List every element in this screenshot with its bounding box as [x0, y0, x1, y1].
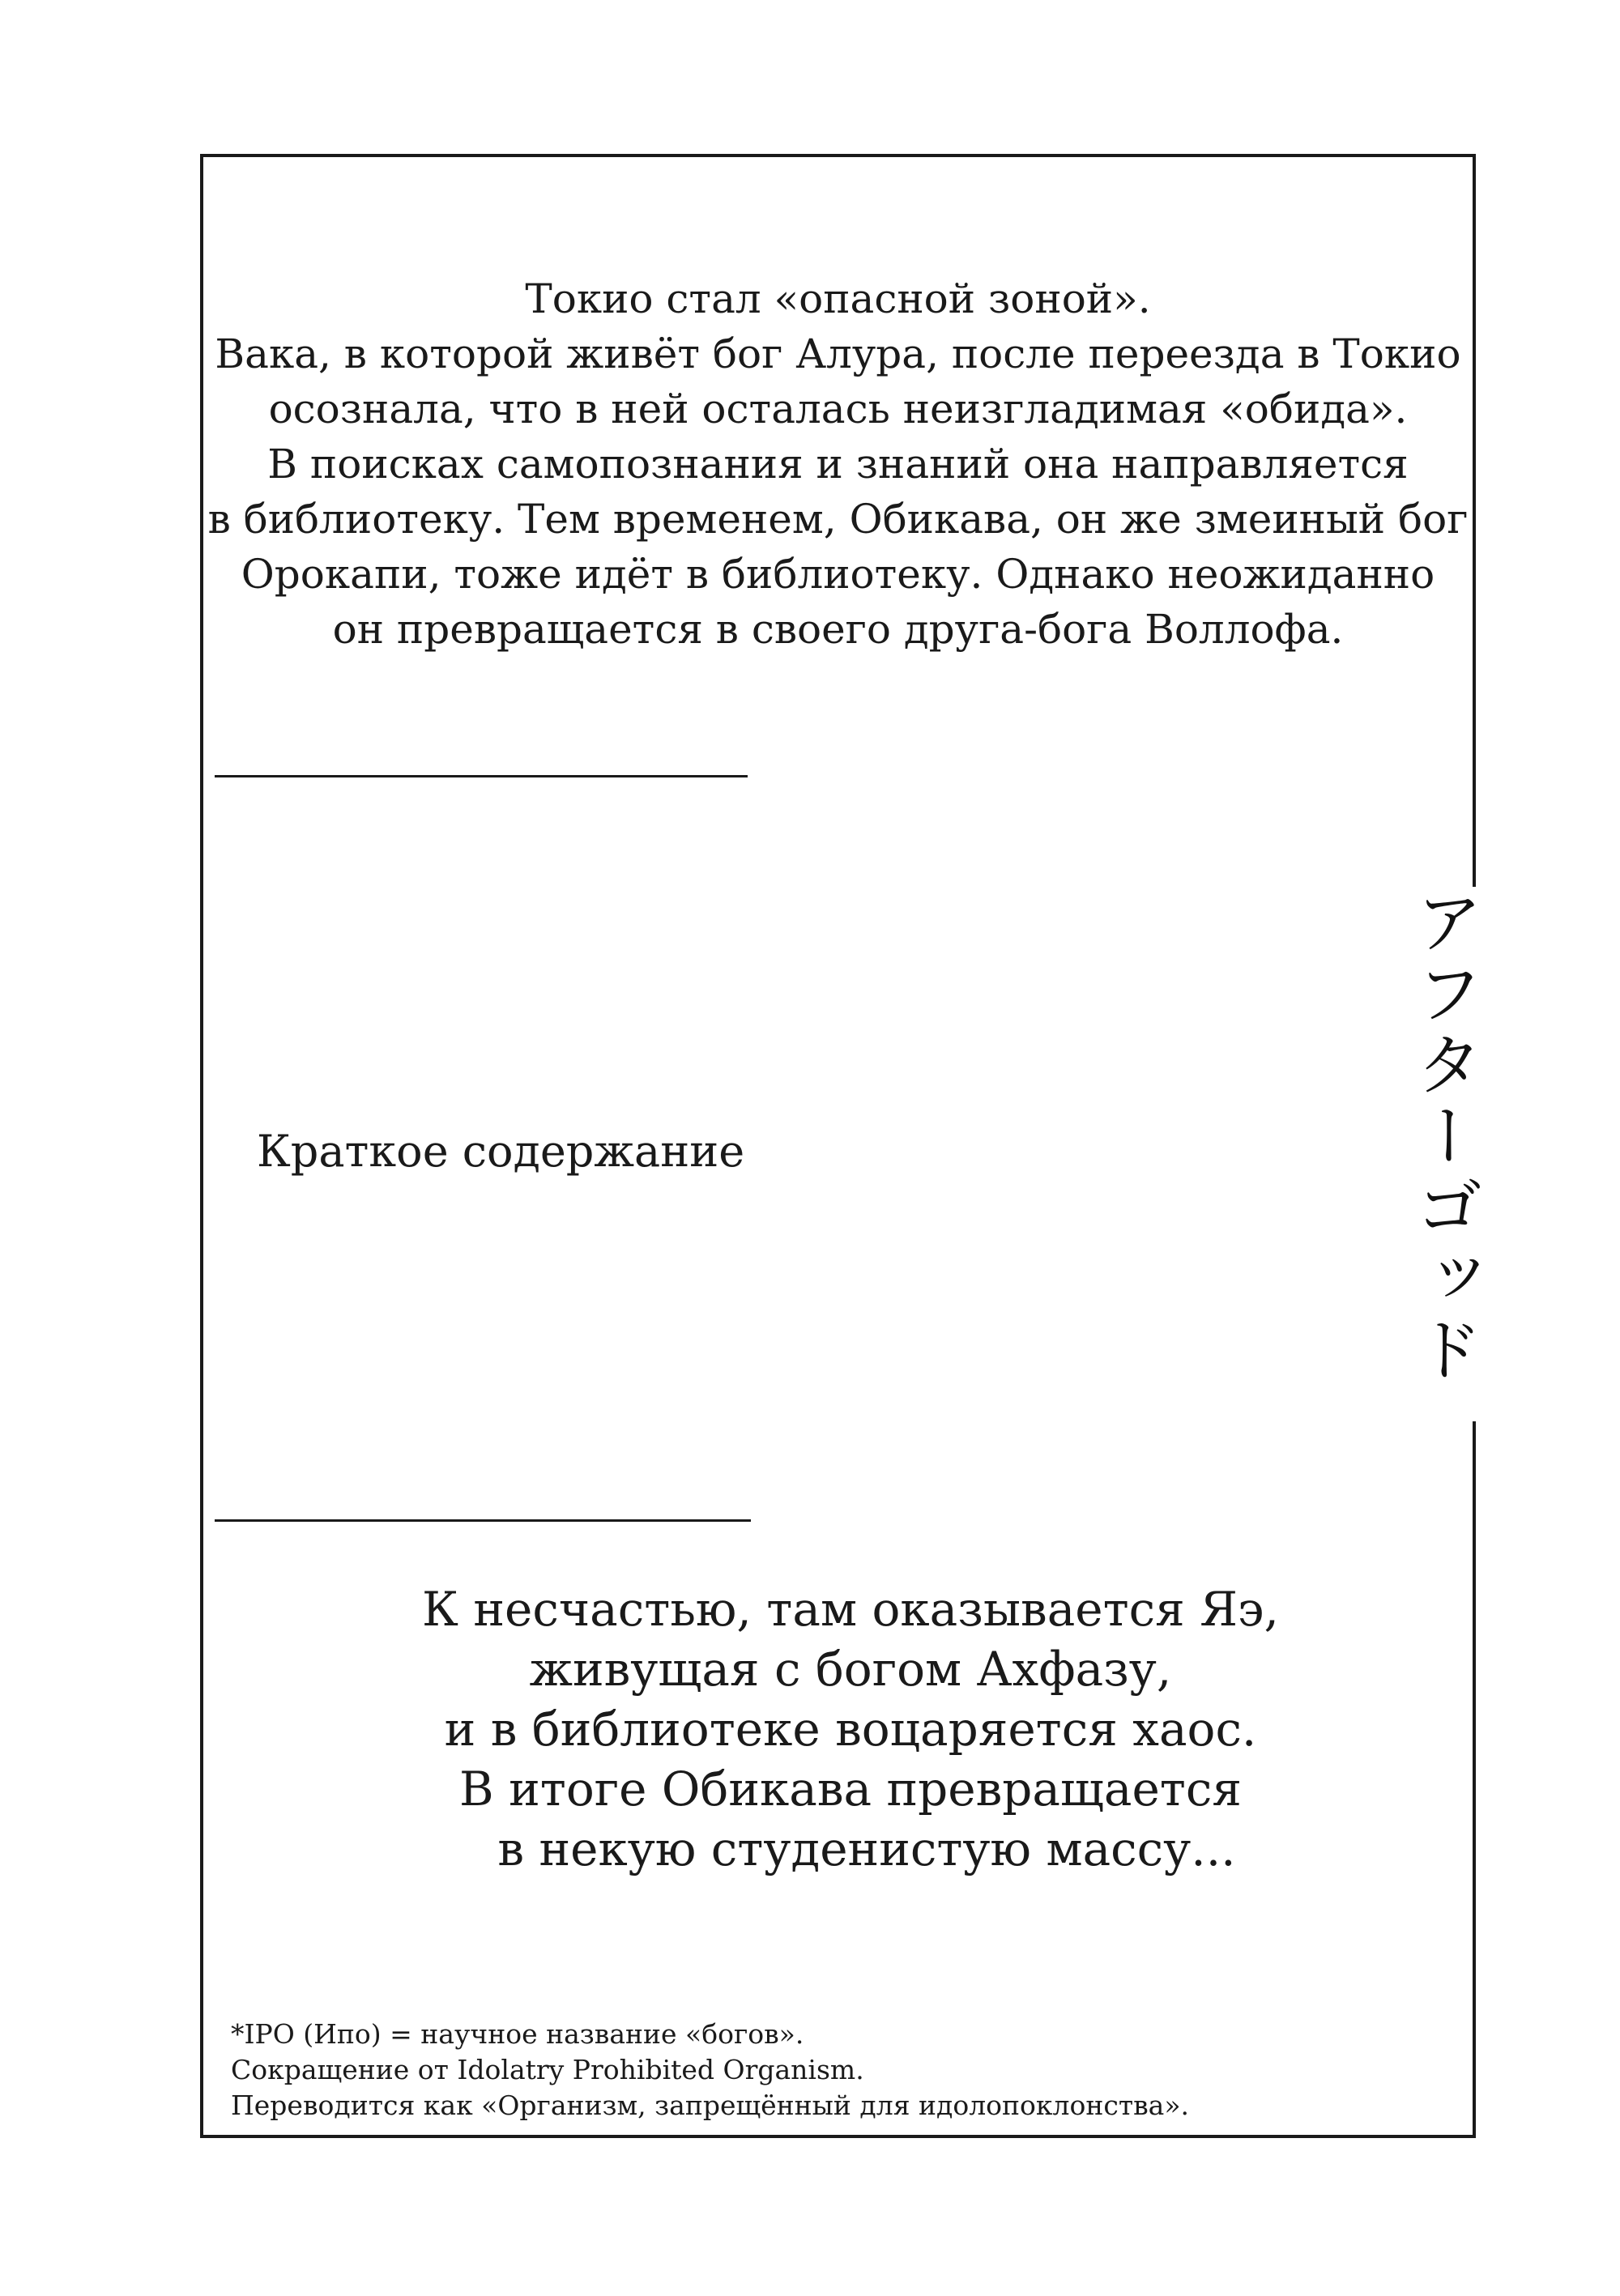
intro-line: Вака, в которой живёт бог Алура, после переезда в Токио — [215, 330, 1461, 377]
continuation-line: В итоге Обикава превращается — [459, 1761, 1242, 1817]
intro-line: осознала, что в ней осталась неизгладимая «обида». — [268, 386, 1408, 432]
footnote — [231, 2017, 1189, 2123]
divider-bottom — [215, 1519, 751, 1522]
intro-line: Токио стал «опасной зоной». — [525, 275, 1151, 322]
intro-paragraph — [200, 271, 1476, 657]
footnote-line: Сокращение от Idolatry Prohibited Organism. — [231, 2054, 864, 2085]
summary-heading: Краткое содержание — [257, 1126, 745, 1177]
continuation-line: живущая с богом Ахфазу, — [529, 1642, 1172, 1697]
divider-top — [215, 775, 748, 777]
continuation-line: К несчастью, там оказывается Яэ, — [422, 1582, 1279, 1637]
continuation-paragraph — [405, 1579, 1296, 1879]
vertical-title: アフターゴッド — [1405, 887, 1482, 1421]
intro-line: он превращается в своего друга-бога Воллофа. — [332, 606, 1344, 653]
footnote-line: *IPO (Ипо) = научное название «богов». — [231, 2018, 804, 2050]
continuation-line: в некую студенистую массу... — [497, 1821, 1236, 1876]
footnote-line: Переводится как «Организм, запрещённый для идолопоклонства». — [231, 2089, 1190, 2121]
intro-line: в библиотеку. Тем временем, Обикава, он же змеиный бог — [207, 496, 1469, 543]
intro-line: Орокапи, тоже идёт в библиотеку. Однако неожиданно — [241, 551, 1435, 598]
intro-line: В поисках самопознания и знаний она направляется — [267, 441, 1409, 488]
continuation-line: и в библиотеке воцаряется хаос. — [444, 1702, 1257, 1757]
